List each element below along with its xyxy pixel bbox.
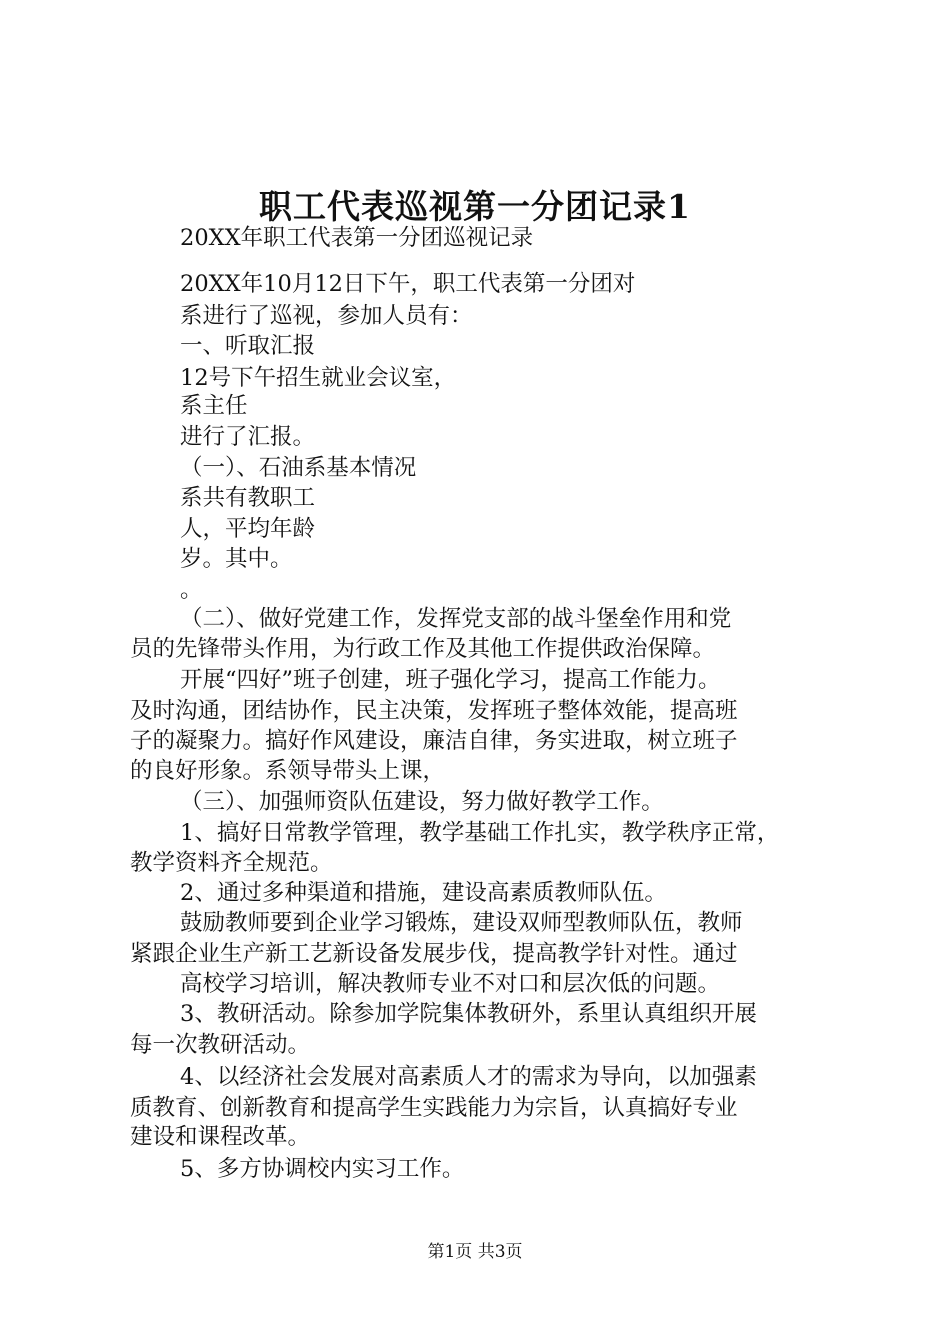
body-line: 及时沟通，团结协作，民主决策，发挥班子整体效能，提高班: [130, 698, 738, 724]
body-line: 一、听取汇报: [180, 333, 316, 359]
body-line: 3、教研活动。除参加学院集体教研外，系里认真组织开展: [180, 1001, 757, 1027]
page-footer: 第1页 共3页: [427, 1242, 523, 1262]
body-line: 系主任: [180, 393, 248, 419]
body-line: （二）、做好党建工作，发挥党支部的战斗堡垒作用和党: [180, 606, 732, 632]
body-line: （一）、石油系基本情况: [180, 455, 417, 481]
body-line: 20XX年职工代表第一分团巡视记录: [180, 225, 534, 251]
body-line: 12号下午招生就业会议室，: [180, 365, 457, 391]
body-line: 20XX年10月12日下午，职工代表第一分团对: [180, 271, 636, 297]
body-line: 。: [180, 577, 203, 603]
body-line: 5、多方协调校内实习工作。: [180, 1156, 465, 1182]
body-line: 系进行了巡视，参加人员有：: [180, 303, 473, 329]
body-line: 员的先锋带头作用，为行政工作及其他工作提供政治保障。: [130, 636, 716, 662]
body-line: 子的凝聚力。搞好作风建设，廉洁自律，务实进取，树立班子: [130, 728, 738, 754]
body-line: 1、搞好日常教学管理，教学基础工作扎实，教学秩序正常，: [180, 820, 780, 846]
body-line: 质教育、创新教育和提高学生实践能力为宗旨，认真搞好专业: [130, 1095, 738, 1121]
body-line: 紧跟企业生产新工艺新设备发展步伐，提高教学针对性。通过: [130, 941, 738, 967]
body-line: 进行了汇报。: [180, 424, 316, 450]
body-line: 人，平均年龄: [180, 516, 316, 542]
body-line: 开展“四好”班子创建，班子强化学习，提高工作能力。: [180, 667, 721, 693]
body-line: 2、通过多种渠道和措施，建设高素质教师队伍。: [180, 880, 667, 906]
body-line: 系共有教职工: [180, 485, 316, 511]
body-line: 岁。其中。: [180, 546, 293, 572]
body-line: 的良好形象。系领导带头上课，: [130, 758, 446, 784]
body-line: 建设和课程改革。: [130, 1124, 311, 1150]
document-title: 职工代表巡视第一分团记录1: [259, 187, 691, 226]
body-line: （三）、加强师资队伍建设，努力做好教学工作。: [180, 789, 664, 815]
body-line: 4、以经济社会发展对高素质人才的需求为导向，以加强素: [180, 1064, 757, 1090]
body-line: 每一次教研活动。: [130, 1032, 311, 1058]
body-line: 高校学习培训，解决教师专业不对口和层次低的问题。: [180, 971, 721, 997]
body-line: 教学资料齐全规范。: [130, 850, 333, 876]
body-line: 鼓励教师要到企业学习锻炼，建设双师型教师队伍，教师: [180, 910, 743, 936]
